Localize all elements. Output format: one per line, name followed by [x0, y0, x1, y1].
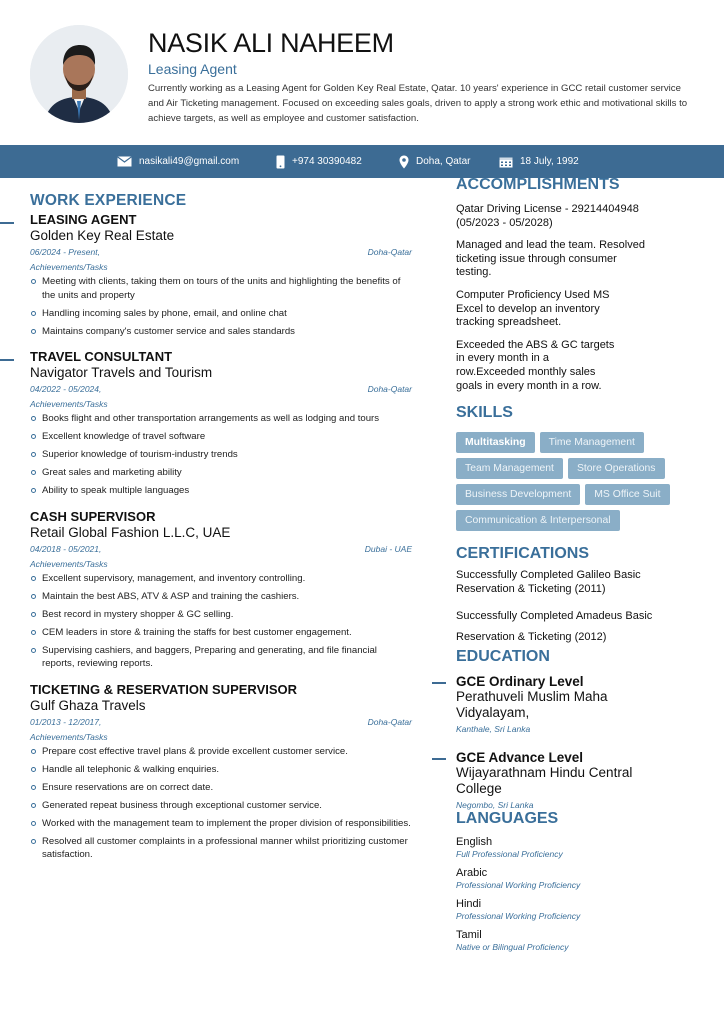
job-meta: [30, 247, 412, 257]
education-level: GCE Advance Level: [456, 750, 584, 766]
bullet-circle-icon: [31, 576, 36, 581]
contact-phone[interactable]: [276, 145, 362, 178]
bullet-circle-icon: [31, 612, 36, 617]
location-pin-icon: [399, 155, 409, 169]
achievements-label: Achievements/Tasks: [30, 399, 108, 409]
task-item: Worked with the management team to implement the proper division of responsibilities.: [30, 817, 412, 831]
resume-header: [0, 0, 724, 145]
task-item: Ability to speak multiple languages: [30, 484, 412, 498]
skills-title: SKILLS: [456, 404, 513, 422]
job-dates: 04/2022 - 05/2024,: [30, 384, 102, 394]
skill-tag: MS Office Suit: [585, 484, 669, 505]
bullet-circle-icon: [31, 311, 36, 316]
task-item: Superior knowledge of tourism-industry trends: [30, 448, 412, 462]
bullet-circle-icon: [31, 452, 36, 457]
achievements-label: Achievements/Tasks: [30, 558, 108, 569]
job-entry: [30, 212, 412, 338]
work-experience-title: WORK EXPERIENCE: [30, 192, 187, 209]
job-location: Doha-Qatar: [367, 716, 412, 727]
job-location: Doha-Qatar: [367, 384, 412, 394]
task-item: Excellent knowledge of travel software: [30, 430, 412, 444]
job-title: TICKETING & RESERVATION SUPERVISOR: [30, 681, 298, 697]
calendar-icon: [499, 156, 513, 168]
accomplishment-item: Managed and lead the team. Resolved ticketing issue through consumer testing.: [456, 239, 645, 279]
task-list: [30, 275, 412, 338]
bullet-circle-icon: [31, 630, 36, 635]
skill-tag: Team Management: [456, 458, 563, 479]
accomplishment-item: Exceeded the ABS & GC targets in every month in a row.Exceeded monthly sales goals in every month in a row.: [456, 338, 615, 392]
task-item: Generated repeat business through exceptional customer service.: [30, 799, 412, 813]
language-name: Arabic: [456, 867, 488, 880]
job-meta: [30, 544, 412, 554]
skills-list: [456, 432, 696, 531]
location-text: Doha, Qatar: [416, 156, 471, 167]
education-location: Kanthale, Sri Lanka: [456, 724, 531, 735]
task-item: Maintain the best ABS, ATV & ASP and training the cashiers.: [30, 590, 412, 604]
phone-icon: [276, 155, 285, 169]
language-level: Full Professional Proficiency: [456, 849, 563, 860]
language-name: Tamil: [456, 929, 482, 942]
contact-dob: [499, 145, 579, 178]
contact-location: [399, 145, 470, 178]
language-level: Native or Bilingual Proficiency: [456, 942, 569, 953]
certification-item: Successfully Completed Galileo Basic Reservation & Ticketing (2011): [456, 569, 641, 596]
job-company: Gulf Ghaza Travels: [30, 697, 146, 713]
bullet-circle-icon: [31, 434, 36, 439]
bullet-circle-icon: [31, 470, 36, 475]
contact-email[interactable]: [117, 145, 239, 178]
accomplishments-title: ACCOMPLISHMENTS: [456, 176, 620, 193]
job-entry: [30, 349, 412, 498]
contact-bar: [0, 145, 724, 178]
task-item: Handle all telephonic & walking enquiries.: [30, 763, 412, 777]
accomplishment-item: Computer Proficiency Used MS Excel to develop an inventory tracking spreadsheet.: [456, 288, 610, 329]
education-title: EDUCATION: [456, 648, 550, 666]
language-level: Professional Working Proficiency: [456, 880, 581, 891]
task-item: Meeting with clients, taking them on tours of the units and highlighting the benefits of the units and property: [30, 275, 412, 302]
job-marker: [0, 359, 14, 361]
skill-tag: Multitasking: [456, 432, 535, 453]
bullet-circle-icon: [31, 279, 36, 284]
bullet-circle-icon: [31, 821, 36, 826]
certification-item: Successfully Completed Amadeus Basic Reservation & Ticketing (2012): [456, 610, 653, 644]
languages-list: [456, 836, 696, 952]
task-list: [30, 412, 412, 498]
job-entry: [30, 509, 412, 671]
job-title: TRAVEL CONSULTANT: [30, 349, 173, 364]
envelope-icon: [117, 156, 132, 167]
job-meta: [30, 717, 412, 727]
bullet-circle-icon: [31, 767, 36, 772]
education-school: Wijayarathnam Hindu Central College: [456, 765, 633, 797]
certifications-list: [456, 568, 681, 648]
bullet-circle-icon: [31, 594, 36, 599]
task-item: Supervising cashiers, and baggers, Preparing and generating, and file financial reports, reviewing reports.: [30, 644, 412, 671]
job-company: Retail Global Fashion L.L.C, UAE: [30, 524, 231, 540]
dob-text: 18 July, 1992: [520, 156, 579, 167]
achievements-label: Achievements/Tasks: [30, 731, 108, 742]
task-item: Ensure reservations are on correct date.: [30, 781, 412, 795]
phone-text: +974 30390482: [292, 156, 362, 167]
right-column: [456, 176, 696, 952]
profile-photo: [30, 25, 128, 123]
bullet-circle-icon: [31, 488, 36, 493]
job-dates: 04/2018 - 05/2021,: [30, 543, 102, 554]
job-company: Golden Key Real Estate: [30, 228, 175, 243]
email-text: nasikali49@gmail.com: [139, 156, 240, 167]
profile-summary: Currently working as a Leasing Agent for Golden Key Real Estate, Qatar. 10 years' experience in GCC retail customer service and Air Ticketing management. Focused on exceeding sales goals, driven to apply a strong work ethic and motivational skills to achieve targets, as well as employee and customer satisfaction.: [148, 83, 688, 124]
languages-title: LANGUAGES: [456, 810, 559, 828]
skill-tag: Time Management: [540, 432, 644, 453]
candidate-name: NASIK ALI NAHEEM: [148, 28, 394, 58]
certifications-title: CERTIFICATIONS: [456, 545, 590, 563]
job-marker: [0, 222, 14, 224]
bullet-circle-icon: [31, 803, 36, 808]
education-location: Negombo, Sri Lanka: [456, 800, 534, 811]
task-item: Handling incoming sales by phone, email, and online chat: [30, 307, 412, 321]
task-item: Books flight and other transportation arrangements as well as lodging and tours: [30, 412, 412, 426]
accomplishments-list: [456, 203, 696, 393]
skill-tag: Communication & Interpersonal: [456, 510, 620, 531]
education-entry: [456, 750, 696, 810]
education-level: GCE Ordinary Level: [456, 674, 584, 690]
task-item: Resolved all customer complaints in a professional manner whilst prioritizing customer satisfaction.: [30, 835, 412, 862]
task-item: Prepare cost effective travel plans & provide excellent customer service.: [30, 745, 412, 759]
candidate-role: Leasing Agent: [148, 61, 237, 77]
language-name: English: [456, 836, 493, 849]
bullet-circle-icon: [31, 839, 36, 844]
achievements-label: Achievements/Tasks: [30, 262, 108, 272]
job-entry: [30, 682, 412, 862]
skill-tag: Store Operations: [568, 458, 665, 479]
job-title: CASH SUPERVISOR: [30, 508, 156, 524]
language-name: Hindi: [456, 898, 482, 911]
job-dates: 06/2024 - Present,: [30, 247, 100, 257]
job-title: LEASING AGENT: [30, 212, 137, 227]
task-item: CEM leaders in store & training the staffs for best customer engagement.: [30, 626, 412, 640]
task-list: [30, 745, 412, 862]
education-entry: [456, 674, 696, 734]
bullet-circle-icon: [31, 329, 36, 334]
education-marker: [432, 758, 446, 760]
job-company: Navigator Travels and Tourism: [30, 365, 213, 380]
avatar-illustration: [30, 25, 128, 123]
job-meta: [30, 384, 412, 394]
job-location: Doha-Qatar: [367, 247, 412, 257]
task-item: Maintains company's customer service and sales standards: [30, 325, 412, 339]
task-item: Great sales and marketing ability: [30, 466, 412, 480]
education-marker: [432, 682, 446, 684]
job-dates: 01/2013 - 12/2017,: [30, 716, 102, 727]
task-item: Excellent supervisory, management, and inventory controlling.: [30, 572, 412, 586]
language-level: Professional Working Proficiency: [456, 911, 581, 922]
bullet-circle-icon: [31, 749, 36, 754]
task-list: [30, 572, 412, 671]
bullet-circle-icon: [31, 648, 36, 653]
skill-tag: Business Development: [456, 484, 580, 505]
bullet-circle-icon: [31, 785, 36, 790]
education-school: Perathuveli Muslim Maha Vidyalayam,: [456, 689, 608, 721]
accomplishment-item: Qatar Driving License - 29214404948 (05/2023 - 05/2028): [456, 203, 639, 229]
bullet-circle-icon: [31, 416, 36, 421]
job-location: Dubai - UAE: [364, 543, 412, 554]
task-item: Best record in mystery shopper & GC selling.: [30, 608, 412, 622]
work-experience-section: [30, 192, 412, 866]
